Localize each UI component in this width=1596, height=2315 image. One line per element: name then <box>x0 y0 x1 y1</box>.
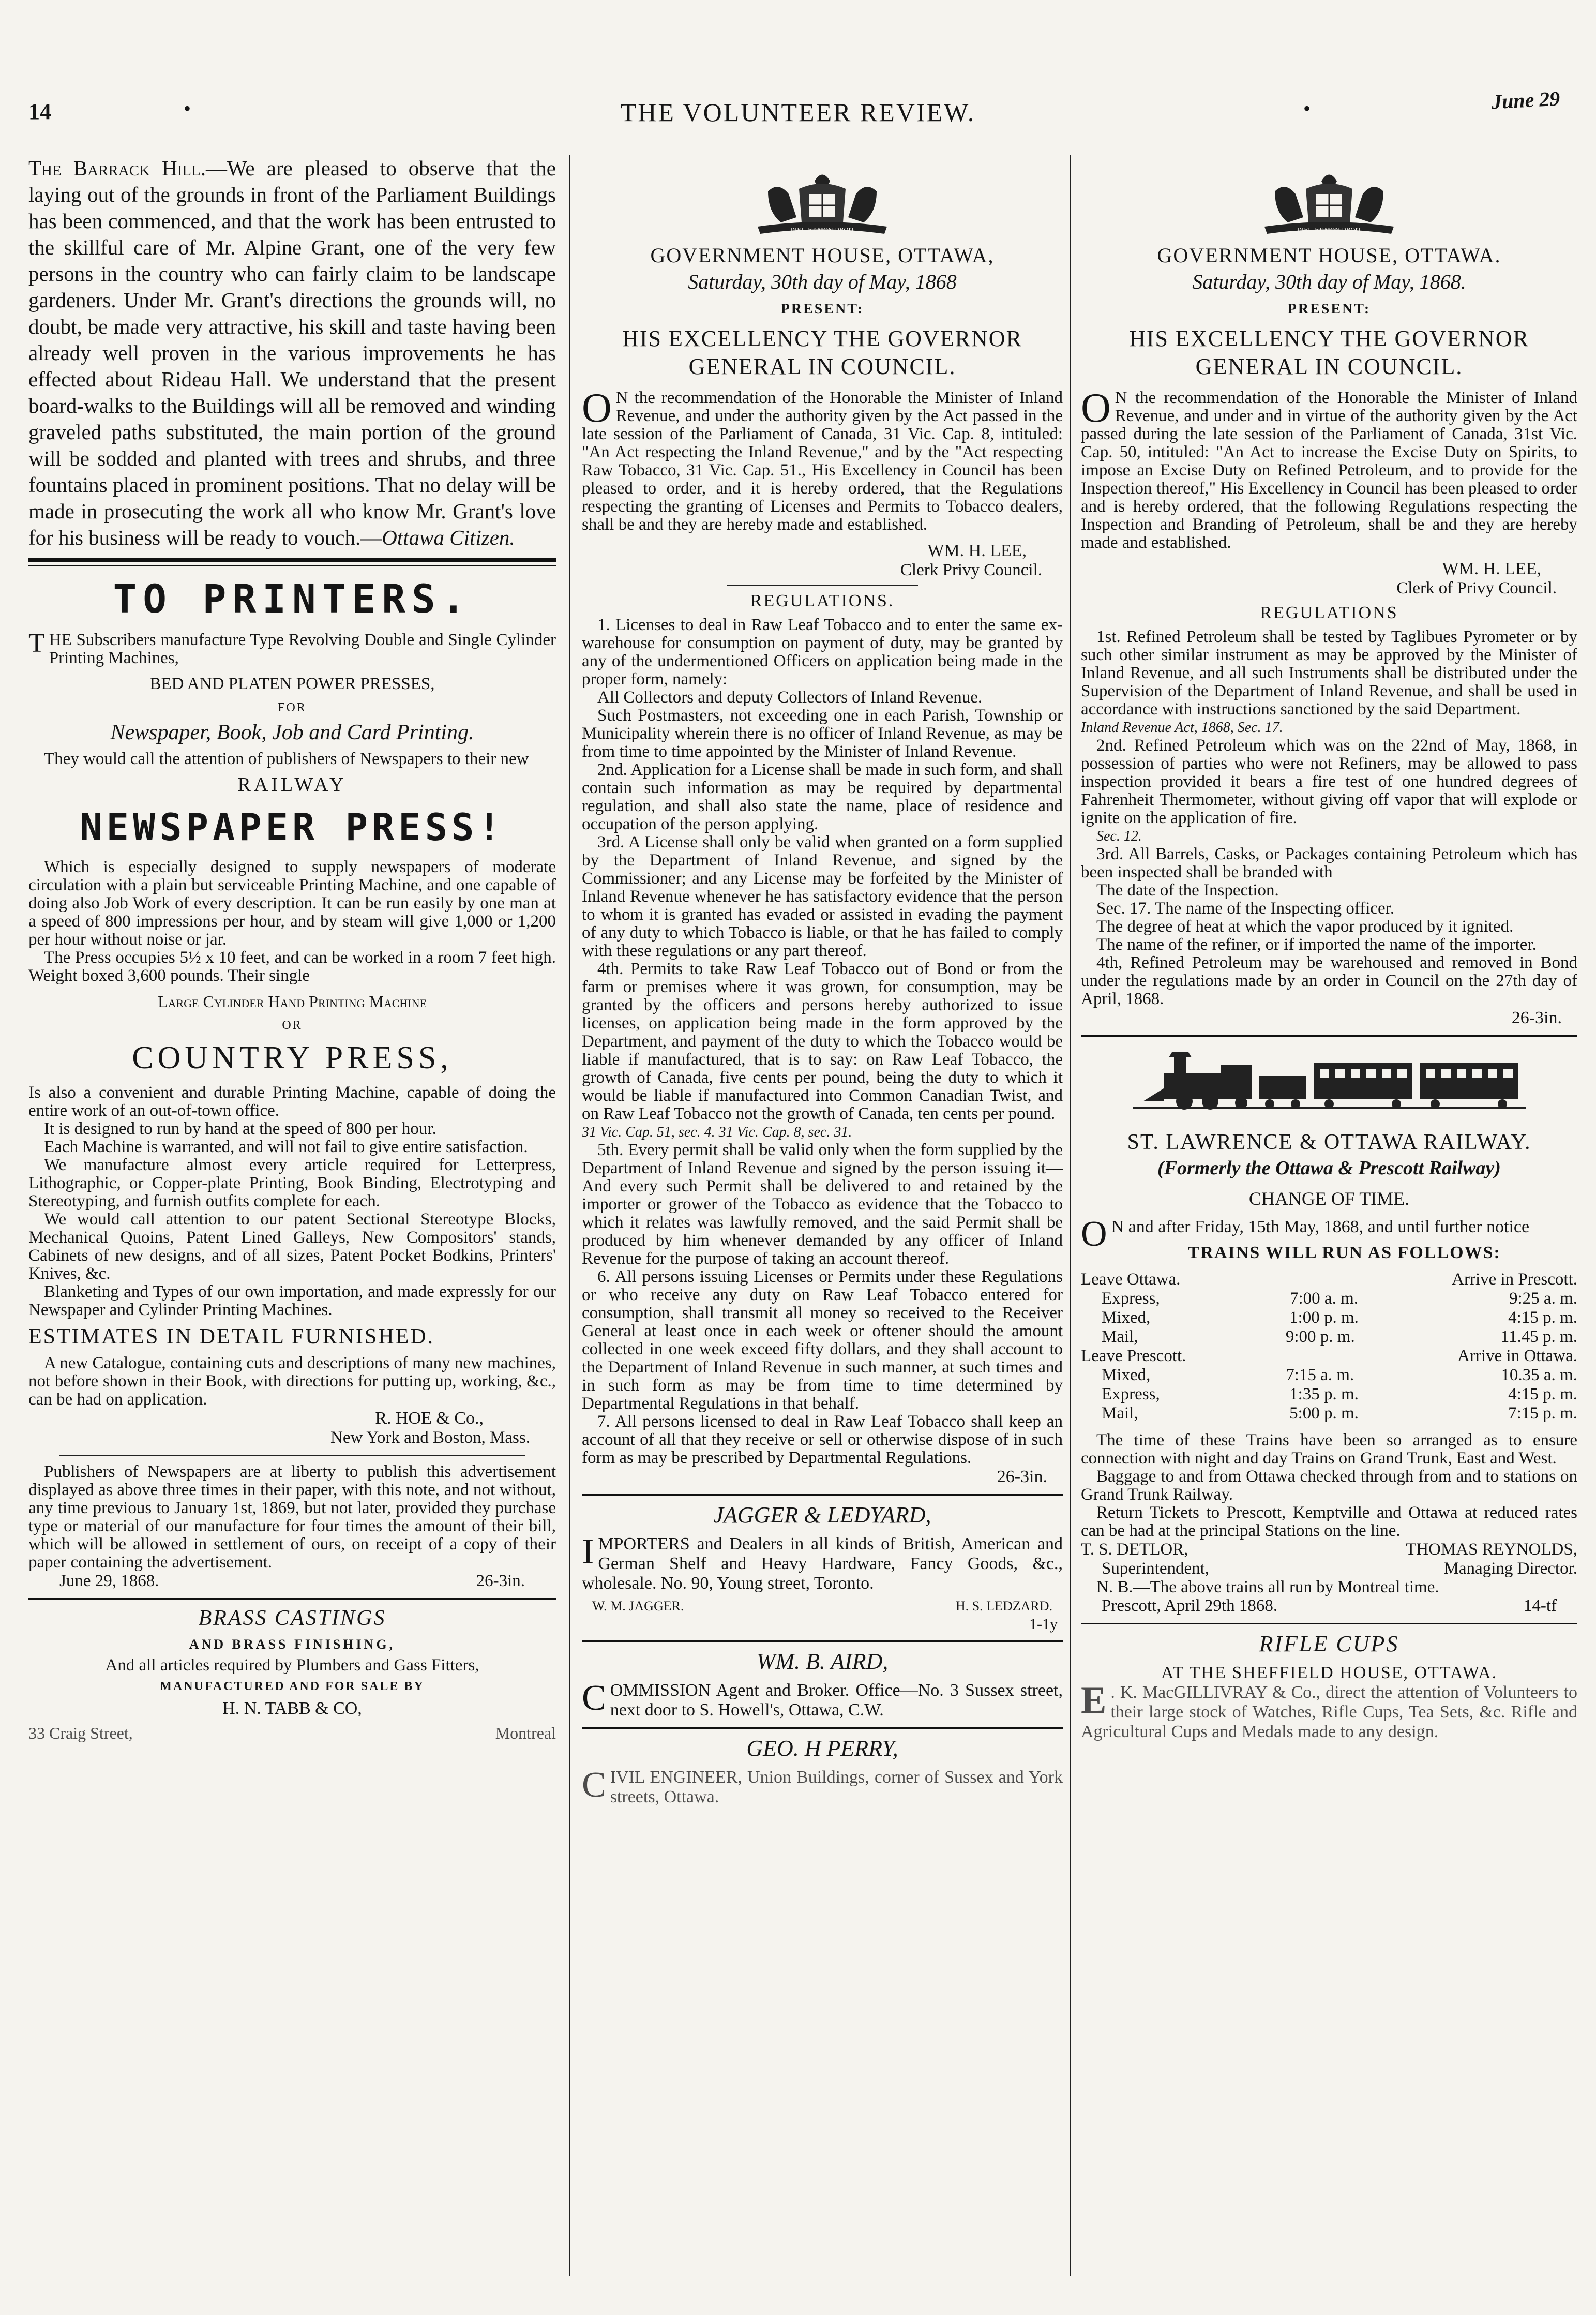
page-date: June 29 <box>1490 86 1561 114</box>
printers-heading: TO PRINTERS. <box>113 576 472 622</box>
article-text: —We are pleased to observe that the laying out of the grounds in front of the Parliament Buildings has been commenced, and that the work has been entrusted to the skillful care of Mr. Alpine Grant, one of the very few persons in the country who can fairly claim to be landscape gardeners. Under Mr. Grant's directions the grounds will, no doubt, be made very attractive, his skill and taste having been already well proven in the various improvements he has effected about Rideau Hall. We understand that the present board-walks to the Buildings will all be removed and winding graveled paths substituted, the main portion of the ground will be sodded and planted with trees and shrubs, and three fountains placed in prominent positions. That no delay will be made in prosecuting the work all who know Mr. Grant's love for his business will be ready to vouch.— <box>28 156 556 549</box>
railway-heading: ST. LAWRENCE & OTTAWA RAILWAY. <box>1127 1130 1531 1154</box>
arrival-time: 4:15 p. m. <box>1508 1308 1577 1327</box>
brass-heading: BRASS CASTINGS <box>198 1606 386 1630</box>
page-number: 14 <box>28 99 51 124</box>
timetable-header <box>1081 1270 1577 1289</box>
signer-name: WM. H. LEE, <box>1442 559 1541 578</box>
publishers-note: Publishers of Newspapers are at liberty to publish this advertisement displayed as above three times in their paper, with this note, and not without, any time previous to January 1st, 1869, but not later, provided they purchase type or material of our manufacture for four times the amount of their bill, which will be allowed in settlement of ours, on receipt of a copy of their paper containing the advertisement. <box>28 1462 556 1572</box>
jagger-name-1: W. M. JAGGER. <box>592 1599 684 1614</box>
article-lead: The Barrack Hill. <box>28 156 206 180</box>
tickets-text: Return Tickets to Prescott, Kemptville and Ottawa at reduced rates can be had at the principal Stations on the line. <box>1081 1503 1577 1540</box>
timetable-row <box>1081 1308 1577 1327</box>
reg-3a: The date of the Inspection. <box>1096 881 1279 900</box>
reg-3: 3rd. A License shall only be valid when granted on a form supplied by the Department of Inland Revenue, and signed by the Commissioner; and any License may be forfeited by the Minister of Inland Revenue whenever he has satisfactory evidence that the person to whom it is granted has evaded or assisted in evading the payment of any duty to which Tobacco is liable, or that he has failed to comply with these regulations or any part thereof. <box>582 833 1063 960</box>
arrival-time: 4:15 p. m. <box>1508 1385 1577 1403</box>
railway-label: RAILWAY <box>237 774 347 796</box>
drop-cap: O <box>1081 385 1111 431</box>
railway-intro-body: N and after Friday, 15th May, 1868, and until further notice <box>1111 1217 1530 1236</box>
officials-row <box>1081 1540 1577 1559</box>
section-rule <box>59 1455 525 1456</box>
train-name: Mixed, <box>1102 1308 1151 1327</box>
departure-time: 7:15 a. m. <box>1286 1366 1354 1384</box>
reg-2: 2nd. Application for a License shall be made in such form, and shall contain such information as may be required by departmental regulation, and shall also state the name, place of residence and occupation of the person applying. <box>582 760 1063 833</box>
reg-6: 6. All persons issuing Licenses or Permits under these Regulations or who receive any duty on Raw Leaf Tobacco entered for consumption, shall transmit all money so received to the Receiver General at least once in each week or oftener should the amount collected in one week exceed fifty dollars, and they shall account to the Department of Inland Revenue in such manner, at such times and in such form as may be from time to time determined by Departmental Regulations in that behalf. <box>582 1267 1063 1413</box>
royal-crest-icon <box>737 166 908 238</box>
warranted-text: Each Machine is warranted, and will not fail to give entire satisfaction. <box>44 1138 528 1156</box>
or-line: OR <box>282 1019 303 1032</box>
timetable-header <box>1081 1347 1577 1366</box>
hoe-address: New York and Boston, Mass. <box>330 1428 530 1447</box>
section-rule <box>582 1494 1063 1496</box>
barrack-hill-article <box>28 155 556 551</box>
column-rule <box>569 155 570 2276</box>
jagger-name-2: H. S. LEDZARD. <box>955 1599 1052 1614</box>
arranged-text: The time of these Trains have been so arranged as to ensure connection with night and day Trains on Grand Trunk, East and West. <box>1081 1431 1577 1468</box>
jagger-body: MPORTERS and Dealers in all kinds of British, American and German Shelf and Heavy Hardware, Fancy Goods, &c., wholesale. No. 90, Young street, Toronto. <box>582 1534 1063 1593</box>
train-name: Mail, <box>1102 1404 1138 1423</box>
signer-title: Clerk of Privy Council. <box>1396 579 1557 598</box>
officials-title-row <box>1081 1559 1577 1578</box>
reg-4: 4th, Refined Petroleum may be warehoused and removed in Bond under the regulations made by an order in Council on the 27th day of April, 1868. <box>1081 953 1577 1008</box>
perry-text <box>582 1765 1063 1807</box>
drop-cap: I <box>582 1532 594 1572</box>
press-size: The Press occupies 5½ x 10 feet, and can be worked in a room 7 feet high. Weight boxed 3,600 pounds. Their single <box>28 948 556 985</box>
departure-time: 1:35 p. m. <box>1289 1385 1359 1403</box>
detlor-name: T. S. DETLOR, <box>1081 1540 1188 1559</box>
blanketing-text: Blanketing and Types of our own importation, and made expressly for our Newspaper and Cylinder Printing Machines. <box>28 1282 556 1319</box>
gov-house-title: GOVERNMENT HOUSE, OTTAWA, <box>650 244 995 267</box>
column-left <box>28 155 556 2287</box>
timetable-row <box>1081 1289 1577 1308</box>
manufacture-text: We manufacture almost every article required for Letterpress, Lithographic, or Copper-plate Printing, Book Binding, Electrotyping and Stereotyping, and furnish outfits complete for each. <box>28 1156 556 1211</box>
reg-1-ref: Inland Revenue Act, 1868, Sec. 17. <box>1081 720 1283 736</box>
aird-text <box>582 1678 1063 1720</box>
railway-footer <box>1081 1596 1577 1616</box>
drop-cap: C <box>582 1765 606 1805</box>
timetable-row <box>1081 1327 1577 1347</box>
reg-1b: Such Postmasters, not exceeding one in each Parish, Township or Municipality wherein there is no officer of Inland Revenue, as may be from time to time appointed by the Minister of Inland Revenue. <box>582 706 1063 761</box>
rifle-cups-heading: RIFLE CUPS <box>1259 1631 1399 1656</box>
aird-heading: WM. B. AIRD, <box>756 1649 889 1674</box>
brass-finishing: AND BRASS FINISHING, <box>189 1637 396 1652</box>
estimates-heading: ESTIMATES IN DETAIL FURNISHED. <box>28 1325 435 1349</box>
drop-cap: O <box>582 385 612 431</box>
perry-heading: GEO. H PERRY, <box>746 1736 898 1761</box>
newspaper-line: Newspaper, Book, Job and Card Printing. <box>110 721 474 744</box>
section-rule <box>1081 1623 1577 1624</box>
brass-firm: H. N. TABB & CO, <box>222 1699 362 1718</box>
for-line: FOR <box>278 701 307 714</box>
section-rule <box>582 1640 1063 1642</box>
trains-run-heading: TRAINS WILL RUN AS FOLLOWS: <box>1187 1243 1501 1262</box>
publication-title: THE VOLUNTEER REVIEW. <box>620 98 976 127</box>
signer-title: Clerk Privy Council. <box>900 561 1042 579</box>
detlor-title: Superintendent, <box>1102 1559 1210 1578</box>
regulations-heading: REGULATIONS <box>1260 603 1398 622</box>
train-name: Mixed, <box>1102 1366 1151 1384</box>
rifle-cups-text <box>1081 1679 1577 1742</box>
reg-2: 2nd. Refined Petroleum which was on the 22nd of May, 1868, in possession of parties who were not Refiners, may be allowed to pass inspection provided it bears a fire test of one hundred degrees of Fahrenheit Thermometer, without giving off vapor that will explode or ignite on the application of fire. <box>1081 736 1577 827</box>
reg-5: 5th. Every permit shall be valid only when the form supplied by the Department of Inland Revenue and signed by the person issuing it—And every such Permit shall be delivered to and retained by the importer or grower of the Tobacco as evidence that the Tobacco to which it relates was lawfully removed, and the said Permit shall be produced by him whenever demanded by any officer of Inland Revenue for the purpose of taking an account thereof. <box>582 1141 1063 1268</box>
jagger-names <box>582 1593 1063 1616</box>
drop-cap: T <box>28 629 45 658</box>
jagger-ref: 1-1y <box>1029 1616 1058 1633</box>
brass-address-line <box>28 1724 556 1743</box>
printers-intro <box>28 631 556 667</box>
arrival-time: 10.35 a. m. <box>1501 1366 1577 1384</box>
railway-date: Prescott, April 29th 1868. <box>1102 1596 1278 1615</box>
section-rule <box>28 1598 556 1600</box>
section-rule <box>28 565 556 566</box>
train-name: Express, <box>1102 1385 1160 1403</box>
timetable-row <box>1081 1385 1577 1404</box>
reynolds-name: THOMAS REYNOLDS, <box>1406 1540 1577 1559</box>
brass-city: Montreal <box>495 1724 556 1742</box>
signer-name: WM. H. LEE, <box>927 541 1027 560</box>
brass-text: And all articles required by Plumbers and Gass Fitters, <box>105 1656 479 1675</box>
arrival-time: 11.45 p. m. <box>1500 1327 1577 1346</box>
present-label: PRESENT: <box>1287 301 1371 317</box>
attention-text: They would call the attention of publishers of Newspapers to their new <box>44 750 529 768</box>
column-right <box>1081 155 1577 2287</box>
reg-ref: 26-3in. <box>997 1467 1047 1486</box>
note-footer <box>28 1572 556 1591</box>
ornament-dot: • <box>184 97 191 120</box>
train-name: Express, <box>1102 1289 1160 1308</box>
gov-date: Saturday, 30th day of May, 1868 <box>688 270 957 293</box>
train-name: Mail, <box>1102 1327 1138 1346</box>
reg-3b: Sec. 17. The name of the Inspecting officer. <box>1096 899 1395 918</box>
reg-1: 1st. Refined Petroleum shall be tested by Taglibues Pyrometer or by such other similar instrument as may be approved by the Minister of Inland Revenue, and all such Instruments shall be distributed under the Supervision of the Department of Inland Revenue, and shall be used in accordance with instructions sanctioned by the said Department. <box>1081 628 1577 719</box>
ornament-dot: • <box>1303 97 1311 120</box>
perry-body: IVIL ENGINEER, Union Buildings, corner of Sussex and York streets, Ottawa. <box>610 1768 1063 1806</box>
departure-time: 7:00 a. m. <box>1290 1289 1358 1308</box>
column-middle <box>582 155 1063 2287</box>
gov-house-title: GOVERNMENT HOUSE, OTTAWA. <box>1157 244 1501 267</box>
printers-intro-text: HE Subscribers manufacture Type Revolving Double and Single Cylinder Printing Machines, <box>49 631 556 667</box>
departure-time: 9:00 p. m. <box>1285 1327 1355 1346</box>
order-text <box>1081 385 1577 552</box>
large-cylinder-line: Large Cylinder Hand Printing Machine <box>158 992 427 1011</box>
rifle-cups-subheading: AT THE SHEFFIELD HOUSE, OTTAWA. <box>1161 1663 1498 1682</box>
railway-ref: 14-tf <box>1523 1596 1557 1615</box>
royal-crest-icon <box>1244 166 1414 238</box>
column-rule <box>1070 155 1071 2276</box>
bed-platen-line: BED AND PLATEN POWER PRESSES, <box>149 675 435 693</box>
baggage-text: Baggage to and from Ottawa checked through from and to stations on Grand Trunk Railway. <box>1081 1467 1577 1504</box>
brass-made: MANUFACTURED AND FOR SALE BY <box>160 1680 425 1693</box>
reg-3d: The name of the refiner, or if imported the name of the importer. <box>1096 935 1537 954</box>
article-source: Ottawa Citizen. <box>382 526 515 549</box>
page-header <box>0 88 1596 129</box>
hoe-firm: R. HOE & Co., <box>375 1409 484 1428</box>
note-ref: 26-3in. <box>476 1572 525 1590</box>
reg-4-refs: 31 Vic. Cap. 51, sec. 4. 31 Vic. Cap. 8, sec. 31. <box>582 1124 852 1140</box>
reg-4: 4th. Permits to take Raw Leaf Tobacco out of Bond or from the farm or premises where it was grown, for consumption, may be granted by the officers and persons hereby authorized to issue licenses, on application being made in the form approved by the Department, and payment of the duty to which the Tobacco would be liable if manufactured, that is to say: on Raw Leaf Tobacco, the growth of Canada, five cents per pound, being the duty to which it would be liable if manufactured into Common Canadian Twist, and on Raw Leaf Tobacco not the growth of Canada, ten cents per pound. <box>582 960 1063 1123</box>
drop-cap: E <box>1081 1679 1107 1722</box>
catalogue-text: A new Catalogue, containing cuts and descriptions of many new machines, not before shown in their Book, with directions for putting up, working, &c., can be had on application. <box>28 1354 556 1409</box>
departure-time: 1:00 p. m. <box>1289 1308 1359 1327</box>
order-body: N the recommendation of the Honorable the Minister of Inland Revenue, and under the authority given by the Act passed in the late session of the Parliament of Canada, 31 Vic. Cap. 8, intituled: "An Act respecting the Inland Revenue," and by the "Act respecting Raw Tobacco, 31 Vic. Cap. 51., His Excellency in Council has been pleased to order, and it is hereby ordered, that the Regulations respecting the granting of Licenses and Permits to Tobacco dealers, shall be and they are hereby made and established. <box>582 389 1063 534</box>
arrival-time: 7:15 p. m. <box>1508 1404 1577 1423</box>
newspaper-press-heading: NEWSPAPER PRESS! <box>80 805 505 849</box>
brass-address: 33 Craig Street, <box>28 1724 133 1742</box>
reg-7: 7. All persons licensed to deal in Raw Leaf Tobacco shall keep an account of all that they receive or sell or otherwise dispose of in such form as may be prescribed by Departmental Regulations. <box>582 1412 1063 1467</box>
leave-ottawa: Leave Ottawa. <box>1081 1270 1181 1289</box>
railway-subheading: (Formerly the Ottawa & Prescott Railway) <box>1157 1157 1501 1179</box>
rifle-cups-body: . K. MacGILLIVRAY & Co., direct the attention of Volunteers to their large stock of Watches, Rifle Cups, Tea Sets, &c. Rifle and Agricultural Cups and Medals made to any design. <box>1081 1683 1577 1741</box>
order-text <box>582 385 1063 534</box>
country-press-heading: COUNTRY PRESS, <box>132 1040 453 1076</box>
reynolds-title: Managing Director. <box>1443 1559 1577 1578</box>
change-of-time: CHANGE OF TIME. <box>1248 1188 1410 1209</box>
crest-motto: DIEU ET MON DROIT <box>790 227 855 233</box>
patent-text: We would call attention to our patent Sectional Stereotype Blocks, Mechanical Quoins, Patent Lined Galleys, New Compositors' stands, Cabinets of new designs, and of all sizes, Patent Pocket Bodkins, Printers' Knives, &c. <box>28 1210 556 1283</box>
aird-body: OMMISSION Agent and Broker. Office—No. 3 Sussex street, next door to S. Howell's, Ottawa, C.W. <box>610 1681 1063 1720</box>
arrival-time: 9:25 a. m. <box>1509 1289 1577 1308</box>
jagger-text <box>582 1534 1063 1593</box>
reg-3: 3rd. All Barrels, Casks, or Packages containing Petroleum which has been inspected shall be branded with <box>1081 845 1577 882</box>
gov-date: Saturday, 30th day of May, 1868. <box>1192 270 1466 293</box>
timetable-row <box>1081 1404 1577 1423</box>
timetable-row <box>1081 1366 1577 1385</box>
departure-time: 5:00 p. m. <box>1289 1404 1359 1423</box>
excellency-heading: HIS EXCELLENCY THE GOVERNOR GENERAL IN COUNCIL. <box>622 326 1022 379</box>
arrive-prescott: Arrive in Prescott. <box>1452 1270 1577 1289</box>
drop-cap: C <box>582 1678 606 1718</box>
country-description: Is also a convenient and durable Printing Machine, capable of doing the entire work of an out-of-town office. <box>28 1083 556 1120</box>
excellency-heading: HIS EXCELLENCY THE GOVERNOR GENERAL IN COUNCIL. <box>1129 326 1529 379</box>
reg-1: 1. Licenses to deal in Raw Leaf Tobacco and to enter the same ex-warehouse for consumption on payment of duty, may be granted by any of the undermentioned Officers on application being made in the proper form, namely: <box>582 616 1063 689</box>
section-rule <box>727 585 918 586</box>
arrive-ottawa: Arrive in Ottawa. <box>1457 1347 1577 1365</box>
reg-1a: All Collectors and deputy Collectors of Inland Revenue. <box>597 688 983 707</box>
jagger-heading: JAGGER & LEDYARD, <box>713 1502 931 1528</box>
note-date: June 29, 1868. <box>59 1572 159 1590</box>
reg-2-ref: Sec. 12. <box>1096 828 1142 844</box>
reg-ref: 26-3in. <box>1511 1008 1562 1027</box>
press-description: Which is especially designed to supply newspapers of moderate circulation with a plain but serviceable Printing Machine, and one capable of doing also Job Work of every description. It can be run easily by one man at a speed of 800 impressions per hour, and by steam will give 1,000 or 1,200 per hour without noise or jar. <box>28 858 556 949</box>
reg-3c: The degree of heat at which the vapor produced by it ignited. <box>1096 917 1514 936</box>
country-speed: It is designed to run by hand at the speed of 800 per hour. <box>44 1119 436 1138</box>
drop-cap: O <box>1081 1214 1107 1254</box>
section-rule <box>28 558 556 562</box>
section-rule <box>582 1727 1063 1729</box>
order-body: N the recommendation of the Honorable the Minister of Inland Revenue, and under and in virtue of the authority given by the Act passed during the late session of the Parliament of Canada, 31st Vic. Cap. 50, intituled: "An Act to increase the Excise Duty on Spirits, to impose an Excise Duty on Refined Petroleum, and to provide for the Inspection thereof," His Excellency in Council has been pleased to order and is hereby ordered, that the following Regulations respecting the Inspection and Branding of Petroleum, shall be and they are hereby made and established. <box>1081 389 1577 552</box>
regulations-heading: REGULATIONS. <box>750 591 895 610</box>
section-rule <box>1081 1035 1577 1037</box>
present-label: PRESENT: <box>780 301 864 317</box>
crest-motto: DIEU ET MON DROIT <box>1297 227 1362 233</box>
locomotive-icon <box>1133 1052 1526 1114</box>
nb-text: N. B.—The above trains all run by Montreal time. <box>1096 1578 1439 1596</box>
leave-prescott: Leave Prescott. <box>1081 1347 1186 1365</box>
